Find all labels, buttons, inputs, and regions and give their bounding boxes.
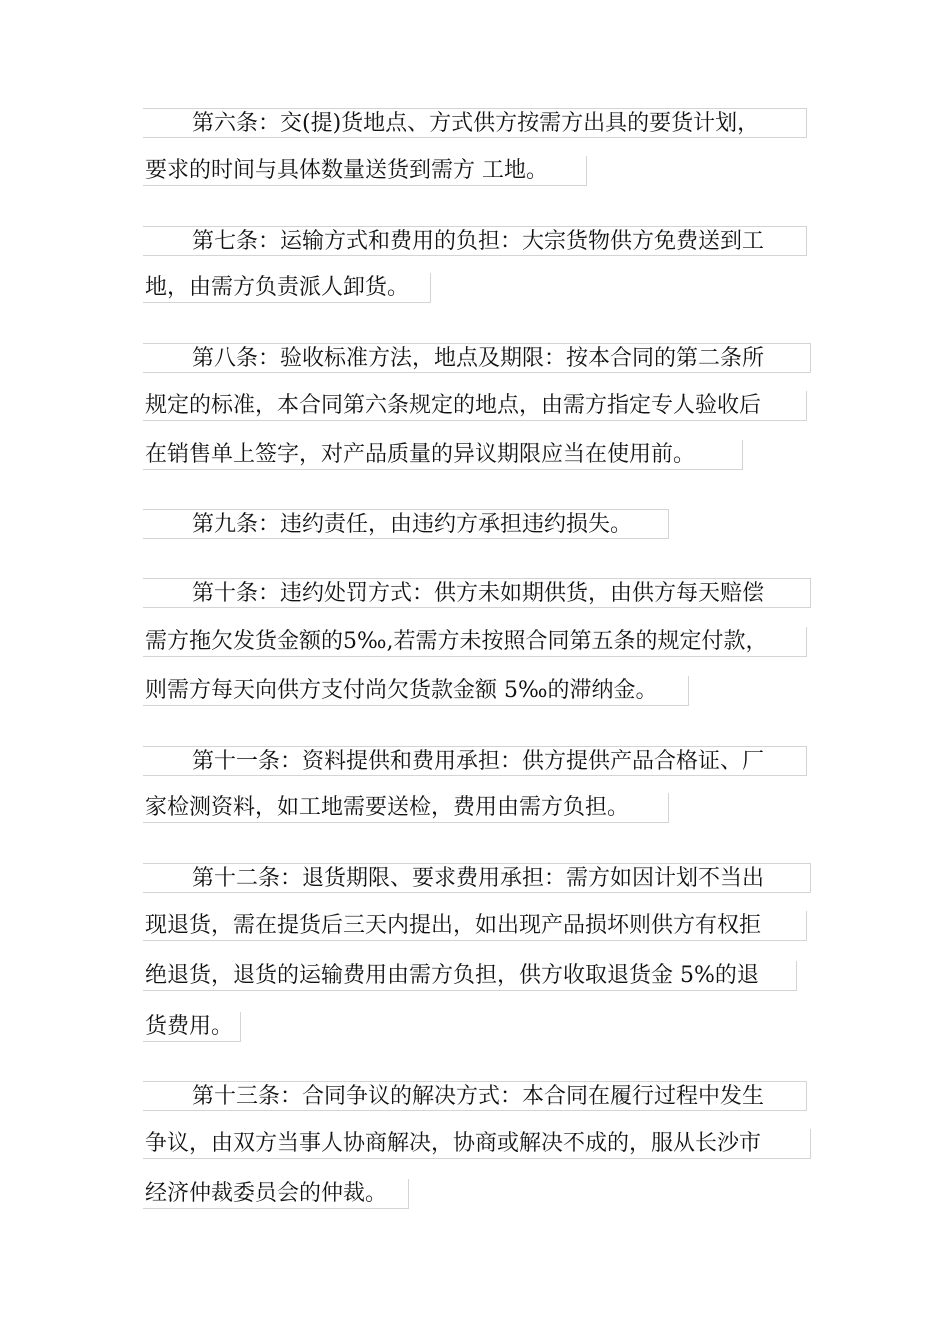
clause-11-line-1: 第十一条：资料提供和费用承担：供方提供产品合格证、厂: [143, 746, 807, 776]
clause-13-line-3: 经济仲裁委员会的仲裁。: [143, 1179, 409, 1209]
clause-8-line-3: 在销售单上签字，对产品质量的异议期限应当在使用前。: [143, 440, 743, 470]
clause-8-line-2: 规定的标准，本合同第六条规定的地点，由需方指定专人验收后: [143, 391, 807, 421]
clause-11-line-2: 家检测资料，如工地需要送检，费用由需方负担。: [143, 793, 669, 823]
clause-12-line-3: 绝退货，退货的运输费用由需方负担，供方收取退货金 5%的退: [143, 961, 797, 991]
clause-13-line-1: 第十三条：合同争议的解决方式：本合同在履行过程中发生: [143, 1081, 807, 1111]
clause-13-line-2: 争议，由双方当事人协商解决，协商或解决不成的，服从长沙市: [143, 1129, 811, 1159]
clause-7-line-2: 地，由需方负责派人卸货。: [143, 273, 431, 303]
clause-12-line-4: 货费用。: [143, 1012, 241, 1042]
clause-6-line-1: 第六条：交(提)货地点、方式供方按需方出具的要货计划，: [143, 108, 807, 138]
clause-8-line-1: 第八条：验收标准方法，地点及期限：按本合同的第二条所: [143, 343, 811, 373]
clause-9-line-1: 第九条：违约责任，由违约方承担违约损失。: [143, 509, 669, 539]
clause-12-line-2: 现退货，需在提货后三天内提出，如出现产品损坏则供方有权拒: [143, 911, 807, 941]
clause-10-line-2: 需方拖欠发货金额的5‰,若需方未按照合同第五条的规定付款，: [143, 627, 807, 657]
clause-7-line-1: 第七条：运输方式和费用的负担：大宗货物供方免费送到工: [143, 226, 807, 256]
clause-10-line-3: 则需方每天向供方支付尚欠货款金额 5‰的滞纳金。: [143, 676, 689, 706]
clause-10-line-1: 第十条：违约处罚方式：供方未如期供货，由供方每天赔偿: [143, 578, 811, 608]
clause-12-line-1: 第十二条：退货期限、要求费用承担：需方如因计划不当出: [143, 863, 811, 893]
clause-6-line-2: 要求的时间与具体数量送货到需方 工地。: [143, 156, 587, 186]
